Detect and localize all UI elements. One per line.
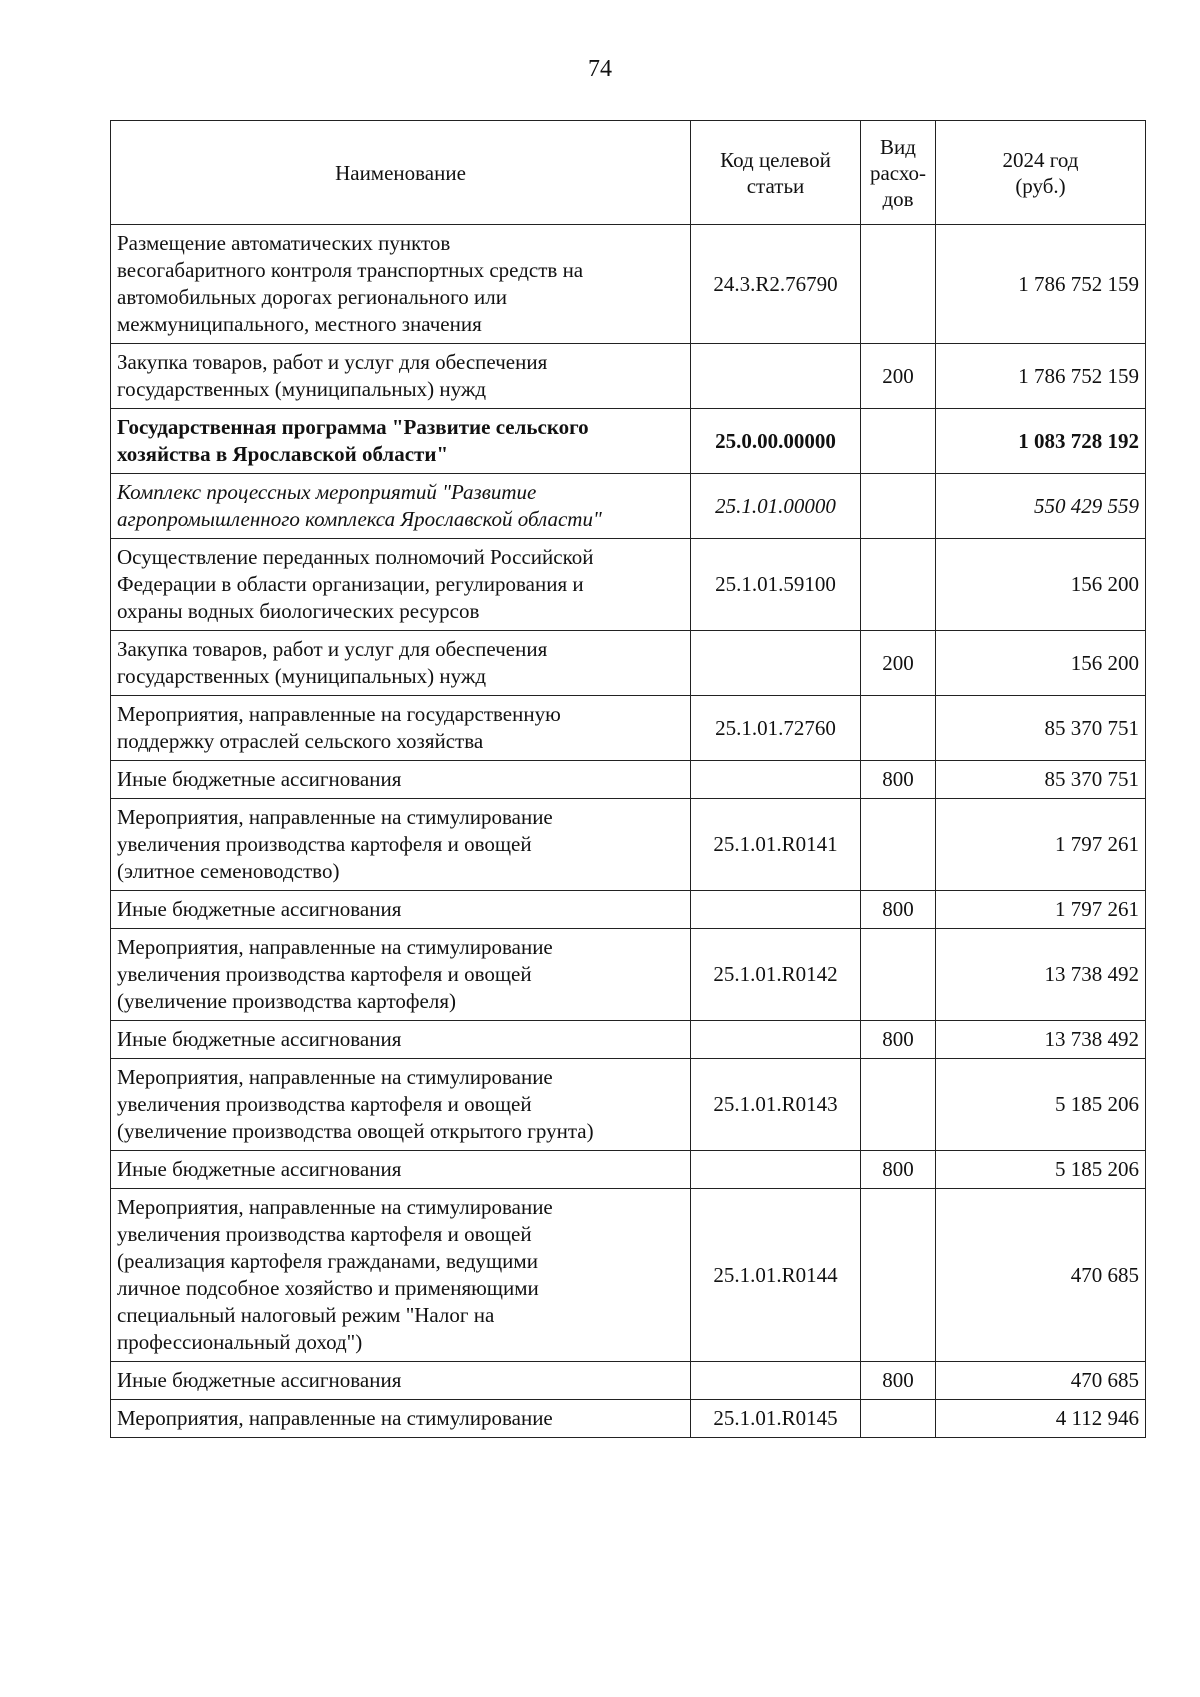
row-amount: 85 370 751 (936, 761, 1146, 799)
row-expense-type (861, 409, 936, 474)
row-amount: 156 200 (936, 631, 1146, 696)
row-expense-type (861, 1059, 936, 1151)
header-amount (936, 121, 1146, 225)
row-name-line: Мероприятия, направленные на стимулирование (117, 1406, 553, 1430)
row-code: 25.1.01.R0142 (691, 929, 861, 1021)
header-code-line: Код целевой (720, 147, 831, 172)
row-expense-type (861, 474, 936, 539)
table-row (111, 696, 1146, 761)
table-body (111, 225, 1146, 1438)
header-name: Наименование (111, 121, 691, 225)
table-row (111, 1021, 1146, 1059)
table-row (111, 799, 1146, 891)
row-name (111, 474, 691, 539)
row-name-line: увеличения производства картофеля и овощей (117, 1092, 532, 1116)
row-name (111, 539, 691, 631)
header-code-line: статьи (746, 173, 805, 198)
row-name-line: Иные бюджетные ассигнования (117, 1027, 402, 1051)
row-name-line: специальный налоговый режим "Налог на (117, 1303, 495, 1327)
row-code: 24.3.R2.76790 (691, 225, 861, 344)
row-name-line: Иные бюджетные ассигнования (117, 1157, 402, 1181)
row-name-line: профессиональный доход") (117, 1330, 363, 1354)
table-row (111, 891, 1146, 929)
row-name-line: Мероприятия, направленные на стимулирование (117, 805, 553, 829)
table-row (111, 761, 1146, 799)
row-expense-type: 200 (861, 631, 936, 696)
table-row (111, 539, 1146, 631)
row-name (111, 799, 691, 891)
table-row (111, 1059, 1146, 1151)
row-name-line: Закупка товаров, работ и услуг для обеспечения (117, 637, 548, 661)
row-expense-type: 800 (861, 761, 936, 799)
row-code: 25.1.01.R0145 (691, 1400, 861, 1438)
row-amount: 1 797 261 (936, 891, 1146, 929)
row-code: 25.1.01.00000 (691, 474, 861, 539)
row-name-line: Федерации в области организации, регулирования и (117, 572, 584, 596)
row-amount: 156 200 (936, 539, 1146, 631)
budget-table (110, 120, 1146, 1438)
table-row (111, 1362, 1146, 1400)
row-code (691, 891, 861, 929)
row-name-line: хозяйства в Ярославской области" (117, 442, 449, 466)
row-expense-type (861, 799, 936, 891)
table-row (111, 1151, 1146, 1189)
row-name-line: Мероприятия, направленные на стимулирование (117, 1195, 553, 1219)
row-amount: 5 185 206 (936, 1151, 1146, 1189)
header-amount-line: (руб.) (1015, 173, 1066, 198)
row-name (111, 1021, 691, 1059)
row-name-line: Иные бюджетные ассигнования (117, 897, 402, 921)
row-name-line: автомобильных дорогах регионального или (117, 285, 507, 309)
table-row (111, 1400, 1146, 1438)
row-name (111, 344, 691, 409)
row-code (691, 344, 861, 409)
row-expense-type (861, 929, 936, 1021)
row-name-line: весогабаритного контроля транспортных средств на (117, 258, 584, 282)
row-name-line: поддержку отраслей сельского хозяйства (117, 729, 484, 753)
header-amount-line: 2024 год (1002, 147, 1079, 172)
table-row (111, 929, 1146, 1021)
row-expense-type: 200 (861, 344, 936, 409)
row-name-line: агропромышленного комплекса Ярославской области" (117, 507, 602, 531)
row-name-line: (увеличение производства овощей открытого грунта) (117, 1119, 594, 1143)
row-code (691, 631, 861, 696)
row-code: 25.1.01.72760 (691, 696, 861, 761)
row-amount: 470 685 (936, 1189, 1146, 1362)
row-amount: 550 429 559 (936, 474, 1146, 539)
row-expense-type: 800 (861, 1151, 936, 1189)
row-name-line: Комплекс процессных мероприятий "Развитие (117, 480, 537, 504)
row-amount: 470 685 (936, 1362, 1146, 1400)
row-amount: 13 738 492 (936, 929, 1146, 1021)
row-name-line: Иные бюджетные ассигнования (117, 1368, 402, 1392)
table-row (111, 409, 1146, 474)
row-code (691, 761, 861, 799)
row-name-line: Государственная программа "Развитие сельского (117, 415, 589, 439)
row-name (111, 631, 691, 696)
header-type-line: Вид (880, 134, 916, 159)
row-name (111, 891, 691, 929)
header-type-line: расхо- (869, 160, 927, 185)
row-expense-type (861, 539, 936, 631)
row-code (691, 1151, 861, 1189)
row-name (111, 1189, 691, 1362)
row-name-line: Иные бюджетные ассигнования (117, 767, 402, 791)
row-name (111, 696, 691, 761)
header-type-line: дов (882, 186, 914, 211)
row-name-line: (реализация картофеля гражданами, ведущими (117, 1249, 538, 1273)
row-name-line: государственных (муниципальных) нужд (117, 664, 487, 688)
table-row (111, 344, 1146, 409)
row-name-line: Размещение автоматических пунктов (117, 231, 451, 255)
row-amount: 1 786 752 159 (936, 225, 1146, 344)
row-code: 25.0.00.00000 (691, 409, 861, 474)
row-name-line: охраны водных биологических ресурсов (117, 599, 480, 623)
row-code (691, 1362, 861, 1400)
row-name-line: личное подсобное хозяйство и применяющими (117, 1276, 539, 1300)
row-expense-type: 800 (861, 1362, 936, 1400)
row-name-line: Закупка товаров, работ и услуг для обеспечения (117, 350, 548, 374)
row-name (111, 1400, 691, 1438)
row-amount: 1 786 752 159 (936, 344, 1146, 409)
row-expense-type: 800 (861, 891, 936, 929)
row-name (111, 929, 691, 1021)
row-name-line: (увеличение производства картофеля) (117, 989, 456, 1013)
header-code (691, 121, 861, 225)
row-name-line: Мероприятия, направленные на государственную (117, 702, 561, 726)
row-code: 25.1.01.59100 (691, 539, 861, 631)
row-name (111, 1059, 691, 1151)
row-name-line: увеличения производства картофеля и овощей (117, 962, 532, 986)
row-code: 25.1.01.R0141 (691, 799, 861, 891)
row-expense-type (861, 1400, 936, 1438)
row-name (111, 761, 691, 799)
row-code (691, 1021, 861, 1059)
row-expense-type (861, 225, 936, 344)
table-row (111, 1189, 1146, 1362)
row-name-line: Осуществление переданных полномочий Российской (117, 545, 594, 569)
row-name-line: увеличения производства картофеля и овощей (117, 1222, 532, 1246)
row-expense-type: 800 (861, 1021, 936, 1059)
table-row (111, 225, 1146, 344)
row-amount: 1 083 728 192 (936, 409, 1146, 474)
row-name-line: межмуниципального, местного значения (117, 312, 482, 336)
table-header-row (111, 121, 1146, 225)
row-amount: 85 370 751 (936, 696, 1146, 761)
row-amount: 13 738 492 (936, 1021, 1146, 1059)
row-code: 25.1.01.R0143 (691, 1059, 861, 1151)
table-row (111, 474, 1146, 539)
table-row (111, 631, 1146, 696)
row-name (111, 1151, 691, 1189)
row-expense-type (861, 1189, 936, 1362)
header-type (861, 121, 936, 225)
row-amount: 5 185 206 (936, 1059, 1146, 1151)
row-name-line: Мероприятия, направленные на стимулирование (117, 1065, 553, 1089)
page-number: 74 (588, 56, 612, 82)
row-name-line: увеличения производства картофеля и овощей (117, 832, 532, 856)
row-name (111, 1362, 691, 1400)
row-name-line: государственных (муниципальных) нужд (117, 377, 487, 401)
row-amount: 4 112 946 (936, 1400, 1146, 1438)
row-name (111, 225, 691, 344)
row-name (111, 409, 691, 474)
row-name-line: Мероприятия, направленные на стимулирование (117, 935, 553, 959)
row-code: 25.1.01.R0144 (691, 1189, 861, 1362)
row-name-line: (элитное семеноводство) (117, 859, 340, 883)
row-amount: 1 797 261 (936, 799, 1146, 891)
row-expense-type (861, 696, 936, 761)
